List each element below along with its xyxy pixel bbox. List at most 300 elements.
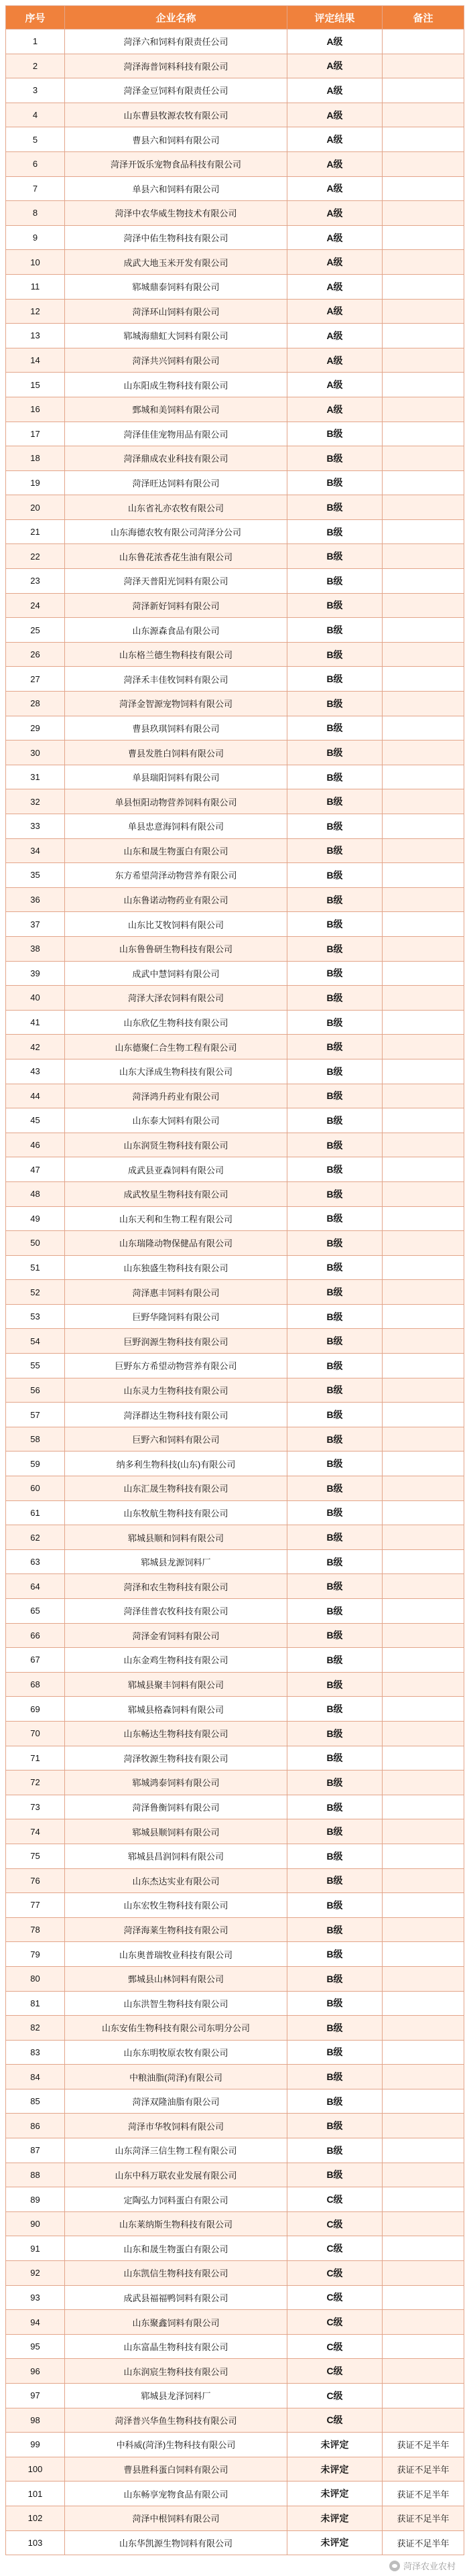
table-row [6,2482,464,2506]
table-row [6,1378,464,1403]
cell-no: 53 [6,1304,65,1329]
cell-grade: B级 [287,1942,383,1967]
cell-company: 山东欣亿生物科技有限公司 [65,1010,287,1035]
cell-grade: B级 [287,470,383,495]
cell-grade: B级 [287,642,383,667]
cell-no: 46 [6,1133,65,1157]
cell-note [383,765,464,789]
cell-grade: B级 [287,1991,383,2016]
cell-note [383,838,464,863]
header-no: 序号 [6,6,65,29]
table-row [6,1329,464,1354]
table-row [6,1500,464,1525]
table-row [6,936,464,961]
table-row [6,863,464,888]
cell-note [383,1648,464,1673]
table-row [6,569,464,594]
cell-grade: B级 [287,1746,383,1770]
cell-grade: B级 [287,740,383,765]
cell-note [383,1721,464,1746]
cell-note [383,1354,464,1378]
cell-grade: B级 [287,1255,383,1280]
cell-company: 菏泽新好饲料有限公司 [65,593,287,618]
cell-grade: B级 [287,1966,383,1991]
cell-note [383,569,464,594]
cell-note [383,912,464,937]
cell-note [383,2114,464,2138]
cell-no: 2 [6,54,65,78]
cell-grade: B级 [287,1574,383,1599]
table-row [6,151,464,176]
cell-no: 34 [6,838,65,863]
cell-no: 16 [6,397,65,422]
cell-grade: B级 [287,986,383,1011]
cell-note [383,446,464,471]
cell-no: 15 [6,373,65,397]
cell-company: 山东汇晟生物科技有限公司 [65,1476,287,1501]
table-row [6,422,464,446]
cell-grade: B级 [287,1010,383,1035]
cell-company: 山东泰大饲料有限公司 [65,1108,287,1133]
cell-no: 65 [6,1599,65,1624]
cell-no: 41 [6,1010,65,1035]
table-row [6,348,464,373]
cell-note [383,936,464,961]
cell-grade: A级 [287,373,383,397]
cell-company: 郓城鸿泰饲料有限公司 [65,1770,287,1795]
cell-company: 山东凯信生物科技有限公司 [65,2261,287,2286]
cell-note [383,1403,464,1427]
cell-note [383,961,464,986]
table-row [6,1868,464,1893]
cell-no: 62 [6,1525,65,1550]
cell-grade: A级 [287,225,383,250]
cell-grade: B级 [287,838,383,863]
cell-grade: B级 [287,2138,383,2163]
table-row [6,1721,464,1746]
cell-no: 61 [6,1500,65,1525]
cell-no: 42 [6,1035,65,1059]
cell-company: 菏泽佳普农牧科技有限公司 [65,1599,287,1624]
table-row [6,1966,464,1991]
cell-grade: B级 [287,1157,383,1182]
cell-grade: B级 [287,2065,383,2089]
cell-no: 39 [6,961,65,986]
cell-company: 菏泽鲁衡饲料有限公司 [65,1795,287,1819]
cell-grade: B级 [287,593,383,618]
cell-company: 山东畅达生物科技有限公司 [65,1721,287,1746]
cell-no: 48 [6,1181,65,1206]
cell-note [383,201,464,226]
cell-no: 85 [6,2089,65,2114]
cell-no: 21 [6,519,65,544]
cell-grade: B级 [287,1721,383,1746]
cell-grade: B级 [287,863,383,888]
cell-company: 成武中慧饲料有限公司 [65,961,287,986]
cell-company: 郓城县聚丰饲料有限公司 [65,1672,287,1697]
cell-no: 88 [6,2163,65,2187]
cell-note [383,225,464,250]
table-row [6,1697,464,1722]
cell-note [383,127,464,152]
cell-note [383,1280,464,1305]
cell-company: 成武牧星生物科技有限公司 [65,1181,287,1206]
cell-grade: B级 [287,495,383,520]
cell-note [383,1868,464,1893]
enterprise-grading-table [5,5,464,2555]
table-row [6,2236,464,2261]
cell-note [383,2334,464,2359]
cell-note [383,1893,464,1918]
cell-no: 29 [6,716,65,740]
cell-no: 54 [6,1329,65,1354]
cell-grade: C级 [287,2310,383,2335]
cell-grade: A级 [287,250,383,275]
cell-no: 3 [6,78,65,103]
table-row [6,1599,464,1624]
cell-no: 97 [6,2384,65,2408]
table-row [6,1917,464,1942]
wechat-icon [389,2561,400,2571]
cell-note [383,1991,464,2016]
cell-company: 山东菏泽三信生物工程有限公司 [65,2138,287,2163]
cell-grade: B级 [287,519,383,544]
cell-company: 山东瑞隆动物保健品有限公司 [65,1231,287,1256]
cell-company: 巨野润源生物科技有限公司 [65,1329,287,1354]
cell-note [383,1206,464,1231]
watermark-text: 菏泽农业农村 [403,2561,456,2571]
cell-company: 菏泽鼎成农业科技有限公司 [65,446,287,471]
cell-grade: C级 [287,2261,383,2286]
cell-no: 67 [6,1648,65,1673]
cell-grade: B级 [287,2016,383,2041]
cell-company: 山东格兰德生物科技有限公司 [65,642,287,667]
cell-grade: B级 [287,814,383,839]
cell-no: 18 [6,446,65,471]
header-result: 评定结果 [287,6,383,29]
cell-no: 80 [6,1966,65,1991]
cell-grade: A级 [287,324,383,348]
cell-note [383,740,464,765]
cell-no: 9 [6,225,65,250]
cell-grade: B级 [287,912,383,937]
cell-no: 77 [6,1893,65,1918]
cell-grade: A级 [287,201,383,226]
cell-grade: B级 [287,765,383,789]
table-row [6,2138,464,2163]
cell-grade: C级 [287,2285,383,2310]
cell-no: 25 [6,618,65,643]
table-row [6,446,464,471]
cell-note [383,274,464,299]
header-row [6,6,464,29]
cell-company: 单县瑞阳饲料有限公司 [65,765,287,789]
header-note: 备注 [383,6,464,29]
cell-grade: B级 [287,2040,383,2065]
cell-grade: C级 [287,2408,383,2433]
cell-company: 山东奥普瑞牧业科技有限公司 [65,1942,287,1967]
cell-grade: A级 [287,151,383,176]
cell-grade: B级 [287,569,383,594]
cell-no: 27 [6,667,65,692]
table-row [6,838,464,863]
table-row [6,1403,464,1427]
cell-company: 山东聚鑫饲料有限公司 [65,2310,287,2335]
cell-company: 郓城县昌润饲料有限公司 [65,1844,287,1868]
cell-note [383,54,464,78]
table-row [6,2433,464,2457]
cell-company: 菏泽鸿升药业有限公司 [65,1084,287,1108]
cell-note [383,1746,464,1770]
cell-note [383,1304,464,1329]
cell-company: 成武县福福鸭饲料有限公司 [65,2285,287,2310]
cell-note [383,470,464,495]
cell-no: 49 [6,1206,65,1231]
cell-no: 57 [6,1403,65,1427]
table-row [6,1255,464,1280]
cell-grade: B级 [287,1525,383,1550]
cell-company: 菏泽和农生物科技有限公司 [65,1574,287,1599]
cell-company: 郓城海鼎虹大饲料有限公司 [65,324,287,348]
table-row [6,2359,464,2384]
table-row [6,1795,464,1819]
cell-company: 曹县胜科蛋白饲料有限公司 [65,2457,287,2482]
table-row [6,2211,464,2236]
cell-note [383,324,464,348]
cell-note [383,593,464,618]
table-row [6,2408,464,2433]
cell-company: 山东独盛生物科技有限公司 [65,1255,287,1280]
cell-note [383,103,464,127]
cell-company: 鄄城和美饲料有限公司 [65,397,287,422]
cell-no: 23 [6,569,65,594]
table-row [6,1844,464,1868]
cell-grade: B级 [287,1697,383,1722]
cell-note [383,1917,464,1942]
cell-grade: B级 [287,1059,383,1084]
cell-no: 81 [6,1991,65,2016]
cell-note [383,2089,464,2114]
cell-no: 100 [6,2457,65,2482]
cell-no: 1 [6,29,65,54]
cell-note [383,2065,464,2089]
cell-company: 菏泽普兴华鱼生物科技有限公司 [65,2408,287,2433]
cell-grade: B级 [287,1280,383,1305]
table-row [6,274,464,299]
cell-company: 鄄城县山林饲料有限公司 [65,1966,287,1991]
cell-grade: B级 [287,2089,383,2114]
cell-company: 菏泽开饭乐宠物食品科技有限公司 [65,151,287,176]
table-row [6,1623,464,1648]
table-row [6,2187,464,2212]
table-row [6,1819,464,1844]
cell-company: 巨野六和饲料有限公司 [65,1427,287,1452]
cell-company: 山东牧航生物科技有限公司 [65,1500,287,1525]
cell-company: 山东东明牧原农牧有限公司 [65,2040,287,2065]
table-row [6,78,464,103]
cell-grade: B级 [287,1672,383,1697]
table-row [6,495,464,520]
cell-note [383,618,464,643]
cell-note [383,2285,464,2310]
table-row [6,103,464,127]
cell-grade: A级 [287,176,383,201]
cell-company: 菏泽海莱生物科技有限公司 [65,1917,287,1942]
cell-grade: B级 [287,1133,383,1157]
table-row [6,1206,464,1231]
cell-no: 82 [6,2016,65,2041]
cell-note [383,1084,464,1108]
cell-note [383,1697,464,1722]
table-row [6,373,464,397]
cell-no: 89 [6,2187,65,2212]
cell-grade: B级 [287,887,383,912]
cell-company: 山东金鸡生物科技有限公司 [65,1648,287,1673]
cell-note: 获证不足半年 [383,2433,464,2457]
cell-company: 菏泽中农华威生物技术有限公司 [65,201,287,226]
cell-company: 单县恒阳动物营养饲料有限公司 [65,789,287,814]
cell-note [383,1476,464,1501]
cell-grade: B级 [287,961,383,986]
cell-no: 32 [6,789,65,814]
cell-note [383,1255,464,1280]
table-row [6,1942,464,1967]
cell-grade: 未评定 [287,2530,383,2555]
cell-no: 11 [6,274,65,299]
cell-company: 纳多利生物科技(山东)有限公司 [65,1452,287,1476]
table-row [6,986,464,1011]
cell-no: 70 [6,1721,65,1746]
cell-company: 菏泽金智源宠物饲料有限公司 [65,692,287,716]
cell-grade: B级 [287,667,383,692]
cell-note [383,519,464,544]
cell-note [383,1623,464,1648]
cell-no: 91 [6,2236,65,2261]
cell-company: 菏泽佳佳宠物用品有限公司 [65,422,287,446]
cell-no: 95 [6,2334,65,2359]
cell-no: 69 [6,1697,65,1722]
cell-note [383,1500,464,1525]
cell-grade: B级 [287,1844,383,1868]
cell-note [383,1329,464,1354]
cell-company: 郓城县龙泽饲料厂 [65,2384,287,2408]
table-row [6,789,464,814]
cell-no: 12 [6,299,65,324]
cell-company: 山东德聚仁合生物工程有限公司 [65,1035,287,1059]
cell-no: 72 [6,1770,65,1795]
cell-grade: 未评定 [287,2482,383,2506]
cell-no: 19 [6,470,65,495]
cell-company: 山东润贤生物科技有限公司 [65,1133,287,1157]
table-row [6,593,464,618]
cell-note [383,2261,464,2286]
cell-grade: B级 [287,1795,383,1819]
cell-grade: A级 [287,274,383,299]
table-row [6,912,464,937]
table-row [6,324,464,348]
cell-no: 59 [6,1452,65,1476]
cell-note [383,397,464,422]
cell-company: 山东大泽成生物科技有限公司 [65,1059,287,1084]
cell-note [383,2016,464,2041]
table-row [6,2016,464,2041]
cell-note [383,78,464,103]
cell-grade: C级 [287,2236,383,2261]
cell-company: 郓城县顺和饲料有限公司 [65,1525,287,1550]
cell-note [383,29,464,54]
cell-note [383,1599,464,1624]
cell-company: 单县六和饲料有限公司 [65,176,287,201]
cell-no: 94 [6,2310,65,2335]
cell-grade: B级 [287,1084,383,1108]
cell-note [383,1672,464,1697]
cell-no: 56 [6,1378,65,1403]
watermark [389,2559,456,2572]
cell-company: 单县忠意海饲料有限公司 [65,814,287,839]
table-row [6,642,464,667]
cell-company: 山东天利和生物工程有限公司 [65,1206,287,1231]
cell-company: 曹县六和饲料有限公司 [65,127,287,152]
cell-note [383,716,464,740]
cell-no: 8 [6,201,65,226]
cell-company: 菏泽金宥饲料有限公司 [65,1623,287,1648]
table-row [6,29,464,54]
cell-note [383,1181,464,1206]
cell-grade: A级 [287,127,383,152]
table-row [6,1059,464,1084]
cell-grade: B级 [287,1599,383,1624]
cell-company: 定陶弘力饲料蛋白有限公司 [65,2187,287,2212]
table-row [6,1746,464,1770]
cell-no: 74 [6,1819,65,1844]
cell-note [383,1844,464,1868]
cell-no: 35 [6,863,65,888]
cell-note [383,1770,464,1795]
cell-no: 75 [6,1844,65,1868]
table-row [6,1525,464,1550]
table-row [6,618,464,643]
cell-note [383,1010,464,1035]
cell-no: 36 [6,887,65,912]
grading-table-page [5,5,464,2555]
cell-note: 获证不足半年 [383,2530,464,2555]
cell-grade: B级 [287,1917,383,1942]
cell-note [383,1452,464,1476]
cell-note [383,887,464,912]
table-row [6,201,464,226]
cell-grade: B级 [287,422,383,446]
cell-note [383,986,464,1011]
table-row [6,1452,464,1476]
cell-note [383,1549,464,1574]
cell-grade: B级 [287,1206,383,1231]
cell-company: 巨野东方希望动物营养有限公司 [65,1354,287,1378]
cell-no: 87 [6,2138,65,2163]
cell-grade: A级 [287,78,383,103]
table-row [6,765,464,789]
table-row [6,1893,464,1918]
cell-company: 郓城鼎泰饲料有限公司 [65,274,287,299]
cell-no: 5 [6,127,65,152]
cell-grade: B级 [287,1452,383,1476]
cell-grade: B级 [287,1819,383,1844]
table-row [6,2163,464,2187]
cell-company: 山东源森食品有限公司 [65,618,287,643]
cell-grade: C级 [287,2187,383,2212]
table-row [6,250,464,275]
table-row [6,1010,464,1035]
cell-note [383,667,464,692]
